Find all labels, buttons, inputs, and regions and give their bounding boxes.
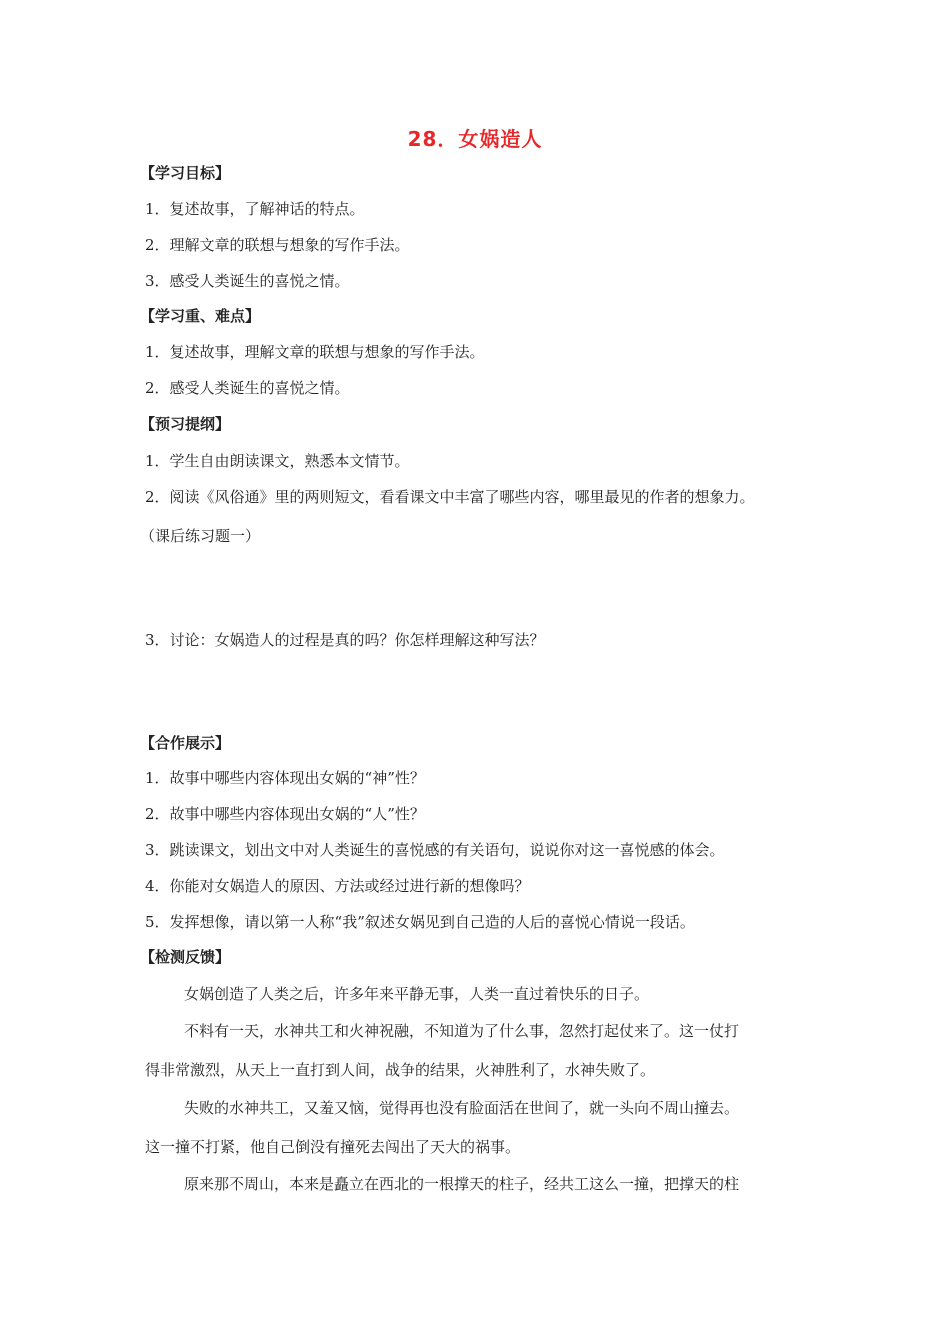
cooperation-item-3: 3．跳读课文，划出文中对人类诞生的喜悦感的有关语句，说说你对这一喜悦感的体会。 bbox=[145, 841, 725, 859]
preview-item-2: 2．阅读《风俗通》里的两则短文，看看课文中丰富了哪些内容，哪里最见的作者的想象力。 bbox=[145, 488, 755, 506]
key-point-item-1: 1．复述故事，理解文章的联想与想象的写作手法。 bbox=[145, 343, 485, 361]
objective-item-1: 1．复述故事，了解神话的特点。 bbox=[145, 200, 365, 218]
objective-item-3: 3．感受人类诞生的喜悦之情。 bbox=[145, 272, 350, 290]
cooperation-item-1: 1．故事中哪些内容体现出女娲的“神”性？ bbox=[145, 769, 425, 787]
preview-item-2-note: （课后练习题一） bbox=[140, 527, 261, 545]
feedback-paragraph-line-5: 这一撞不打紧，他自己倒没有撞死去闯出了天大的祸事。 bbox=[145, 1138, 521, 1156]
preview-item-1: 1．学生自由朗读课文，熟悉本文情节。 bbox=[145, 452, 410, 470]
feedback-paragraph-line-3: 得非常激烈，从天上一直打到人间，战争的结果，火神胜利了，水神失败了。 bbox=[145, 1061, 656, 1079]
section-heading-cooperation: 【合作展示】 bbox=[140, 734, 231, 752]
cooperation-item-2: 2．故事中哪些内容体现出女娲的“人”性？ bbox=[145, 805, 425, 823]
section-heading-preview: 【预习提纲】 bbox=[140, 415, 231, 433]
cooperation-item-5: 5．发挥想像，请以第一人称“我”叙述女娲见到自己造的人后的喜悦心情说一段话。 bbox=[145, 913, 695, 931]
cooperation-item-4: 4．你能对女娲造人的原因、方法或经过进行新的想像吗？ bbox=[145, 877, 530, 895]
preview-item-3: 3．讨论：女娲造人的过程是真的吗？你怎样理解这种写法？ bbox=[145, 631, 545, 649]
section-heading-key-points: 【学习重、难点】 bbox=[140, 307, 261, 325]
document-title: 28．女娲造人 bbox=[407, 127, 543, 151]
feedback-paragraph-line-6: 原来那不周山，本来是矗立在西北的一根撑天的柱子，经共工这么一撞，把撑天的柱 bbox=[184, 1175, 740, 1193]
key-point-item-2: 2．感受人类诞生的喜悦之情。 bbox=[145, 379, 350, 397]
feedback-paragraph-line-1: 女娲创造了人类之后，许多年来平静无事，人类一直过着快乐的日子。 bbox=[184, 985, 650, 1003]
section-heading-objectives: 【学习目标】 bbox=[140, 164, 231, 182]
feedback-paragraph-line-4: 失败的水神共工，又羞又恼，觉得再也没有脸面活在世间了，就一头向不周山撞去。 bbox=[184, 1099, 740, 1117]
objective-item-2: 2．理解文章的联想与想象的写作手法。 bbox=[145, 236, 410, 254]
section-heading-feedback: 【检测反馈】 bbox=[140, 948, 231, 966]
feedback-paragraph-line-2: 不料有一天，水神共工和火神祝融，不知道为了什么事，忽然打起仗来了。这一仗打 bbox=[184, 1022, 740, 1040]
